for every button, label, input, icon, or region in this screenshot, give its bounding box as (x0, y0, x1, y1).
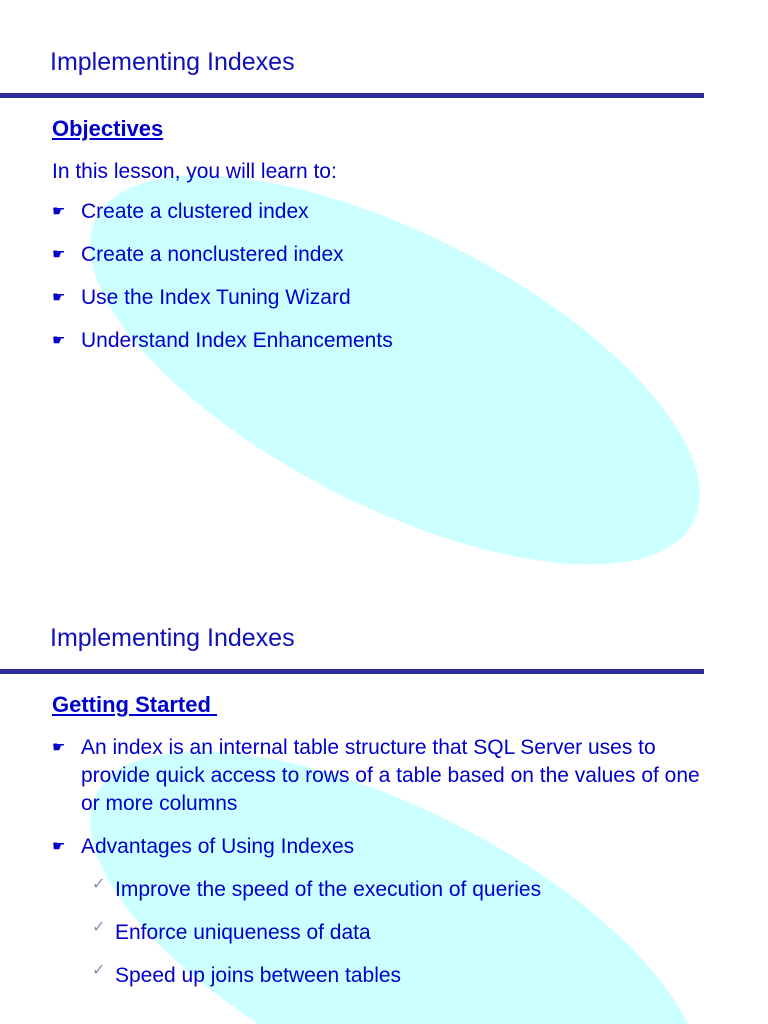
slide-getting-started (0, 576, 768, 1024)
list-item (52, 198, 712, 226)
sub-list-item (52, 876, 712, 904)
sub-list-item (52, 919, 712, 947)
title-divider (0, 93, 704, 98)
list-item-text: Understand Index Enhancements (81, 329, 393, 352)
list-item-text: Use the Index Tuning Wizard (81, 286, 351, 309)
list-item-text: Create a clustered index (81, 200, 309, 223)
section-heading: Objectives (52, 116, 164, 141)
sub-list-item-text: Speed up joins between tables (115, 964, 402, 987)
slide-title: Implementing Indexes (50, 48, 295, 76)
sub-list-item-text: Enforce uniqueness of data (115, 921, 371, 944)
slide-title: Implementing Indexes (50, 624, 295, 652)
advantages-list (52, 876, 712, 990)
list-item (52, 327, 712, 355)
objectives-list (52, 198, 712, 355)
list-item-text: An index is an internal table structure that SQL Server uses to provide quick access to rows of a table based on the values of one or more columns (81, 736, 700, 815)
pointing-hand-icon: ☛ (52, 203, 66, 220)
checkmark-icon: ✓ (92, 876, 106, 893)
title-divider (0, 669, 704, 674)
sub-list-item (52, 962, 712, 990)
list-item-text: Create a nonclustered index (81, 243, 344, 266)
checkmark-icon: ✓ (92, 962, 106, 979)
intro-text: In this lesson, you will learn to: (52, 160, 337, 183)
section-heading: Getting Started (52, 692, 218, 717)
pointing-hand-icon: ☛ (52, 739, 66, 756)
list-item (52, 734, 712, 818)
sub-list-item-text: Improve the speed of the execution of queries (115, 878, 542, 901)
slide-content (52, 690, 712, 1005)
pointing-hand-icon: ☛ (52, 289, 66, 306)
list-item (52, 241, 712, 269)
list-item-text: Advantages of Using Indexes (81, 835, 355, 858)
topic-list (52, 734, 712, 990)
pointing-hand-icon: ☛ (52, 246, 66, 263)
pointing-hand-icon: ☛ (52, 838, 66, 855)
checkmark-icon: ✓ (92, 919, 106, 936)
slide-content (52, 114, 712, 370)
pointing-hand-icon: ☛ (52, 332, 66, 349)
list-item (52, 284, 712, 312)
list-item (52, 833, 712, 990)
